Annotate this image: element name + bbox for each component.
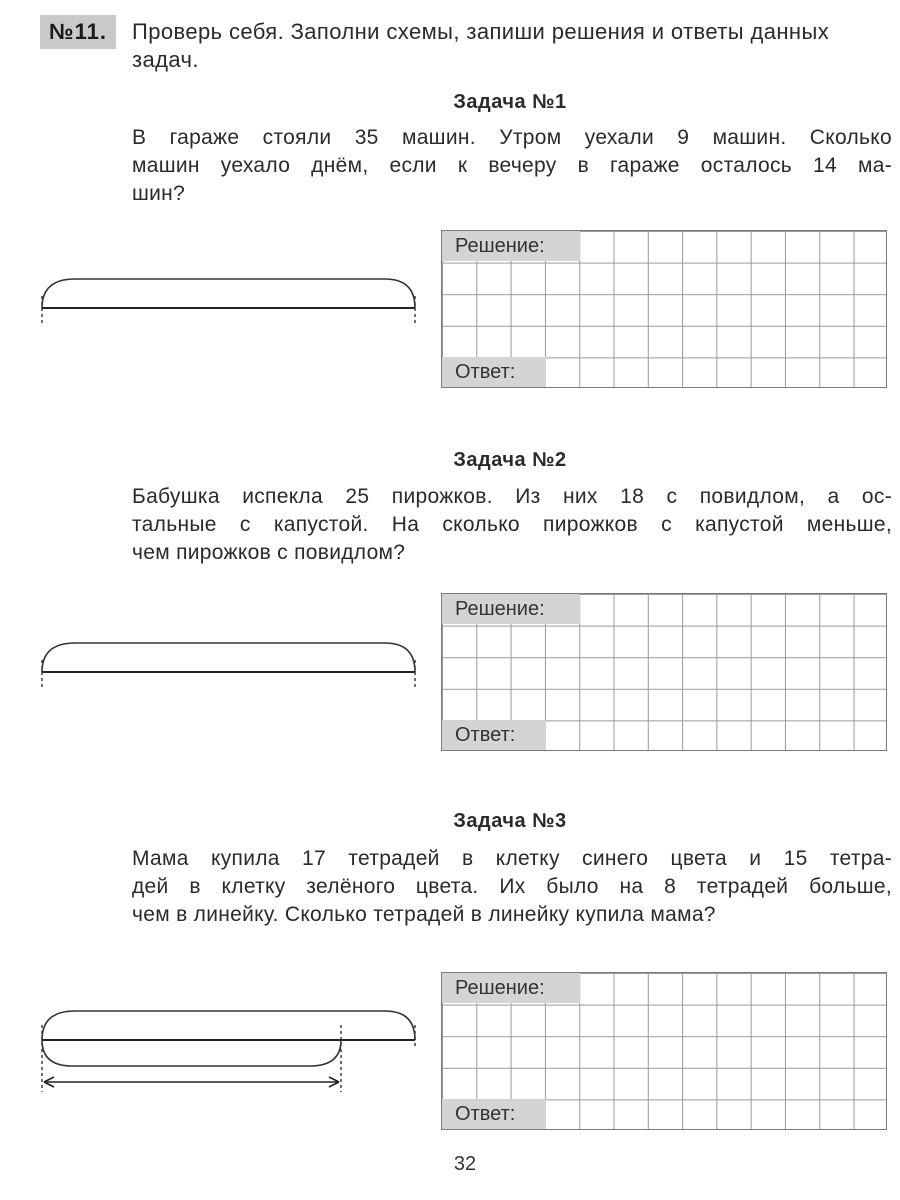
exercise-instruction: Проверь себя. Заполни схемы, запиши решения и ответы данных задач. — [132, 19, 830, 72]
task-2-solution-grid[interactable] — [441, 593, 887, 751]
task-2-answer-label: Ответ: — [442, 720, 546, 750]
task-3-solution-label: Решение: — [442, 973, 580, 1003]
task-1-text — [132, 124, 892, 208]
exercise-number: №11. — [40, 15, 116, 49]
task-1-answer-label: Ответ: — [442, 357, 546, 387]
task-2-solution-label: Решение: — [442, 594, 580, 624]
task-2-title: Задача №2 — [453, 449, 567, 471]
task-1-solution-label: Решение: — [442, 231, 580, 261]
task-1-line-2: машин уехало днём, если к вечеру в гараже осталось 14 ма- — [132, 154, 892, 177]
task-2-line-2: тальные с капустой. На сколько пирожков с капустой меньше, — [132, 513, 892, 536]
task-3-scheme[interactable] — [30, 1000, 430, 1095]
task-1-scheme[interactable] — [30, 268, 430, 328]
task-3-line-2: дей в клетку зелёного цвета. Их было на 8 тетрадей больше, — [132, 875, 892, 898]
task-3-line-3: чем в линейку. Сколько тетрадей в линейку купила мама? — [132, 903, 716, 926]
task-1-title: Задача №1 — [453, 91, 567, 113]
task-1-solution-grid[interactable] — [441, 230, 887, 388]
task-2-line-1: Бабушка испекла 25 пирожков. Из них 18 с повидлом, а ос- — [132, 485, 892, 508]
task-1-line-1: В гараже стояли 35 машин. Утром уехали 9 машин. Сколько — [132, 126, 892, 149]
page-number: 32 — [453, 1153, 477, 1175]
task-2-line-3: чем пирожков с повидлом? — [132, 541, 406, 564]
task-1-line-3: шин? — [132, 182, 186, 205]
task-3-line-1: Мама купила 17 тетрадей в клетку синего цвета и 15 тетра- — [132, 847, 892, 870]
task-3-solution-grid[interactable] — [441, 972, 887, 1130]
task-3-answer-label: Ответ: — [442, 1099, 546, 1129]
task-3-title: Задача №3 — [453, 810, 567, 832]
task-2-scheme[interactable] — [30, 632, 430, 692]
task-2-text — [132, 483, 892, 567]
task-3-text — [132, 845, 892, 929]
